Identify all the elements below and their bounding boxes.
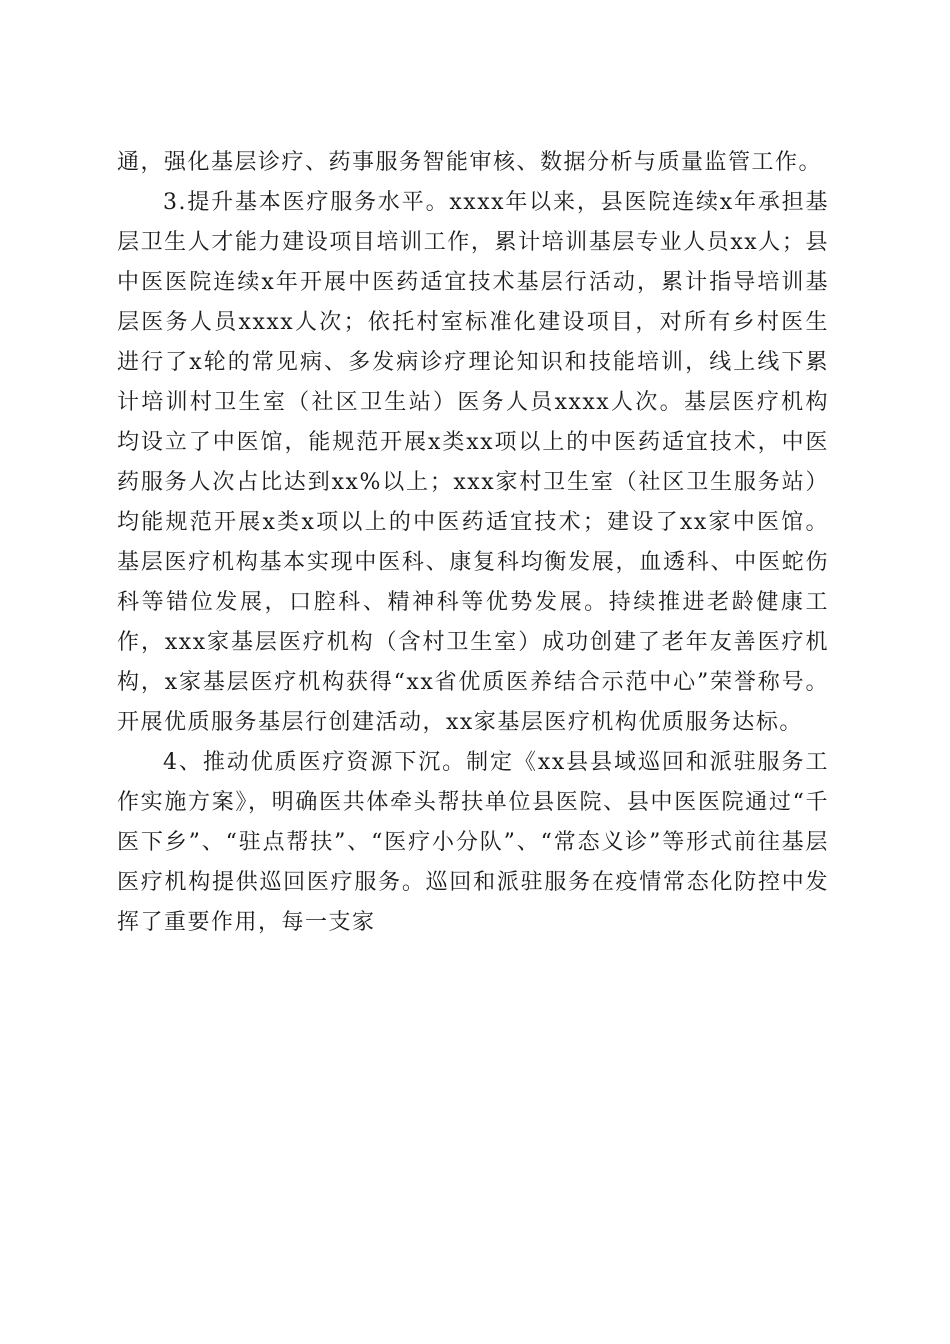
paragraph-item-4: 4、推动优质医疗资源下沉。制定《xx县县域巡回和派驻服务工作实施方案》，明确医共体牵头帮扶单位县医院、县中医医院通过“千医下乡”、“驻点帮扶”、“医疗小分队”、“常态义诊”等形式前往基层医疗机构提供巡回医疗服务。巡回和派驻服务在疫情常态化防控中发挥了重要作用，每一支家 [117,750,829,935]
paragraph-item-3: 3.提升基本医疗服务水平。xxxx年以来，县医院连续x年承担基层卫生人才能力建设项目培训工作，累计培训基层专业人员xx人；县中医医院连续x年开展中医药适宜技术基层行活动，累计指导培训基层医务人员xxxx人次；依托村室标准化建设项目，对所有乡村医生进行了x轮的常见病、多发病诊疗理论知识和技能培训，线上线下累计培训村卫生室（社区卫生站）医务人员xxxx人次。基层医疗机构均设立了中医馆，能规范开展x类xx项以上的中医药适宜技术，中医药服务人次占比达到xx%以上；xxx家村卫生室（社区卫生服务站）均能规范开展x类x项以上的中医药适宜技术；建设了xx家中医馆。基层医疗机构基本实现中医科、康复科均衡发展，血透科、中医蛇伤科等错位发展，口腔科、精神科等优势发展。持续推进老龄健康工作，xxx家基层医疗机构（含村卫生室）成功创建了老年友善医疗机构，x家基层医疗机构获得“xx省优质医养结合示范中心”荣誉称号。开展优质服务基层行创建活动，xx家基层医疗机构优质服务达标。 [117,190,829,735]
paragraph-continuation: 通，强化基层诊疗、药事服务智能审核、数据分析与质量监管工作。 [117,150,823,175]
document-body [117,143,829,943]
